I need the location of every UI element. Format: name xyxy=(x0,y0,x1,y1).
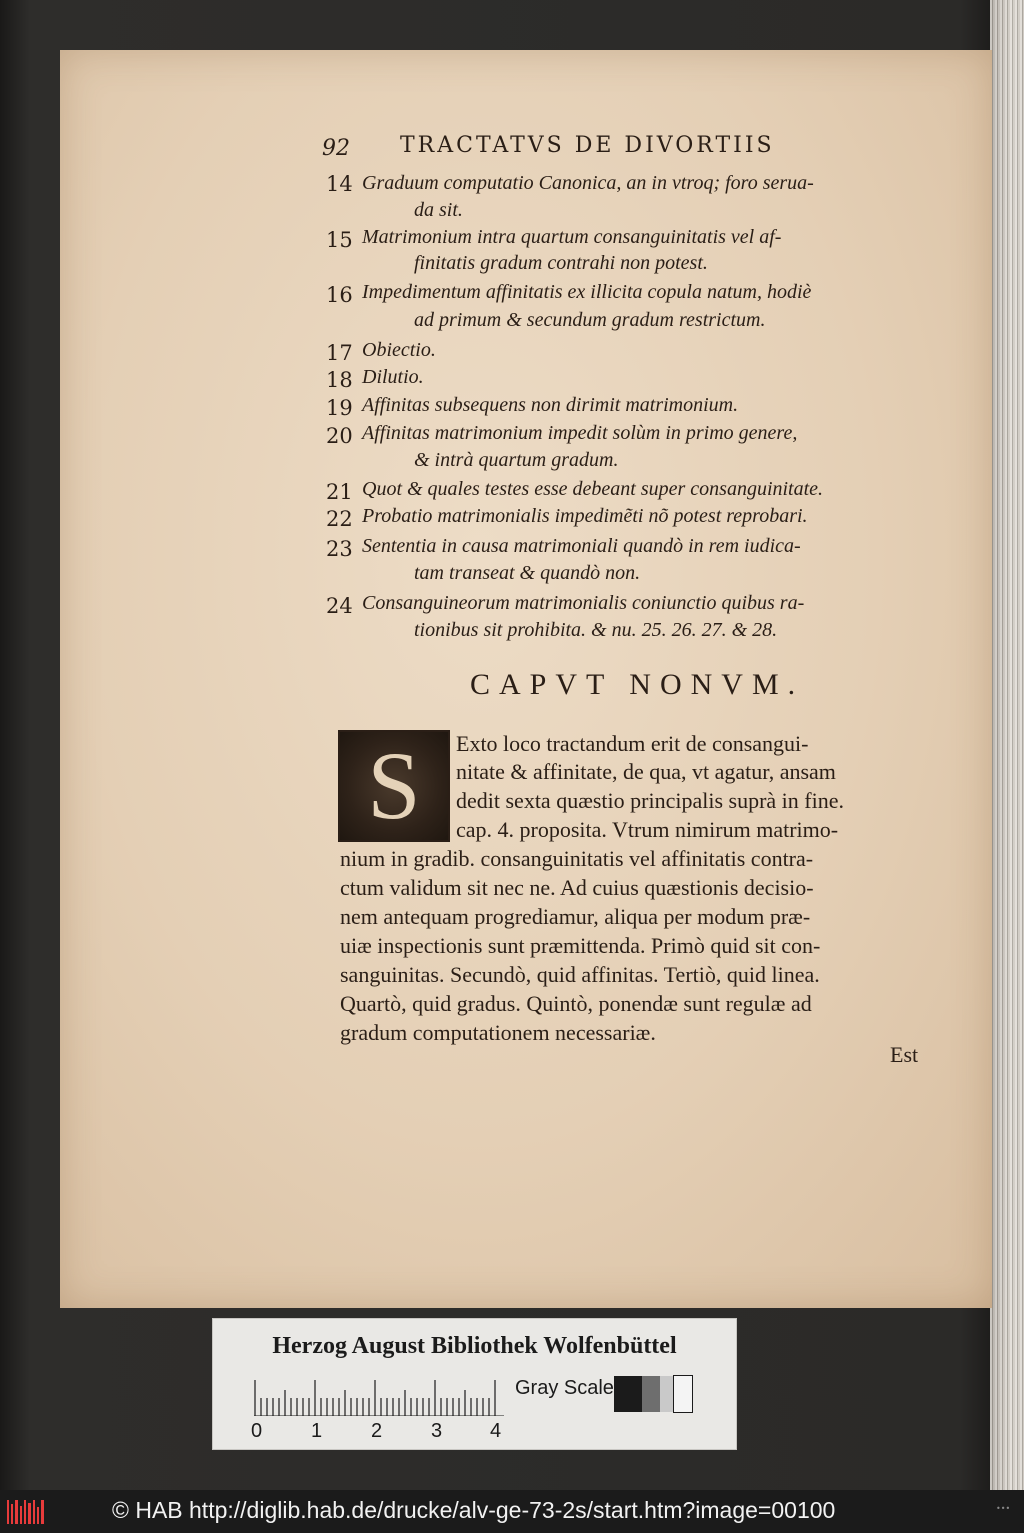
toc-number: 23 xyxy=(326,537,353,561)
ruler-number: 3 xyxy=(431,1420,443,1442)
toc-text: Quot & quales testes esse debeant super consanguinitate. xyxy=(362,478,824,500)
toc-text-continuation: ad primum & secundum gradum restrictum. xyxy=(414,309,766,331)
gray-swatch-light xyxy=(660,1376,674,1412)
ruler-number: 2 xyxy=(371,1420,383,1442)
toc-number: 21 xyxy=(326,480,353,504)
toc-number: 22 xyxy=(326,507,353,531)
body-line: sanguinitas. Secundò, quid affinitas. Tertiò, quid linea. xyxy=(340,962,820,987)
body-line: nitate & affinitate, de qua, vt agatur, ansam xyxy=(456,759,836,784)
gray-swatch-white xyxy=(674,1376,692,1412)
decorated-initial xyxy=(338,730,450,842)
library-name: Herzog August Bibliothek Wolfenbüttel xyxy=(272,1333,677,1359)
toc-text: Matrimonium intra quartum consanguinitatis vel af- xyxy=(362,226,782,248)
body-line: dedit sexta quæstio principalis suprà in fine. xyxy=(456,788,844,813)
hab-barcode-logo-icon xyxy=(6,1498,46,1526)
body-line: uiæ inspectionis sunt præmittenda. Primò quid sit con- xyxy=(340,933,821,958)
toc-text: Probatio matrimonialis impedimẽti nõ potest reprobari. xyxy=(362,505,808,527)
toc-text: Sententia in causa matrimoniali quandò in rem iudica- xyxy=(362,535,801,557)
footer-dots: ••• xyxy=(996,1504,1011,1513)
toc-text: Affinitas subsequens non dirimit matrimonium. xyxy=(362,394,739,416)
toc-text: Affinitas matrimonium impedit solùm in primo genere, xyxy=(362,422,798,444)
toc-number: 18 xyxy=(326,368,353,392)
initial-letter: S xyxy=(367,732,421,839)
toc-text: Obiectio. xyxy=(362,339,436,361)
body-line: nem antequam progrediamur, aliqua per modum præ- xyxy=(340,904,811,929)
page-number: 92 xyxy=(322,136,350,161)
ruler-scale xyxy=(254,1380,504,1416)
toc-text-continuation: da sit. xyxy=(414,199,463,221)
toc-number: 24 xyxy=(326,594,353,618)
toc-text-continuation: tam transeat & quandò non. xyxy=(414,562,641,584)
toc-number: 19 xyxy=(326,396,353,420)
gray-scale-label: Gray Scale xyxy=(515,1377,614,1399)
body-line: gradum computationem necessariæ. xyxy=(340,1020,656,1045)
toc-text: Dilutio. xyxy=(362,366,424,388)
toc-text-continuation: finitatis gradum contrahi non potest. xyxy=(414,252,708,274)
toc-text: Consanguineorum matrimonialis coniunctio quibus ra- xyxy=(362,592,805,614)
toc-text-continuation: tionibus sit prohibita. & nu. 25. 26. 27. & 28. xyxy=(414,619,778,641)
toc-number: 16 xyxy=(326,283,353,307)
toc-text: Graduum computatio Canonica, an in vtroq; foro serua- xyxy=(362,172,814,194)
running-title: TRACTATVS DE DIVORTIIS xyxy=(400,133,775,158)
body-line: ctum validum sit nec ne. Ad cuius quæstionis decisio- xyxy=(340,875,814,900)
catchword: Est xyxy=(890,1042,919,1067)
toc-text-continuation: & intrà quartum gradum. xyxy=(414,449,619,471)
toc-number: 17 xyxy=(326,341,353,365)
ruler-number: 4 xyxy=(490,1420,502,1442)
ruler-number: 1 xyxy=(311,1420,323,1442)
toc-text: Impedimentum affinitatis ex illicita copula natum, hodiè xyxy=(362,281,812,303)
toc-number: 15 xyxy=(326,228,353,252)
body-line: cap. 4. proposita. Vtrum nimirum matrimo- xyxy=(456,817,839,842)
body-line: nium in gradib. consanguinitatis vel affinitatis contra- xyxy=(340,846,814,871)
chapter-title: CAPVT NONVM. xyxy=(470,668,805,701)
book-edge xyxy=(990,0,1024,1490)
gray-swatch-dark xyxy=(642,1376,660,1412)
gray-swatch-black xyxy=(614,1376,642,1412)
body-line: Exto loco tractandum erit de consangui- xyxy=(456,731,809,756)
toc-number: 20 xyxy=(326,424,353,448)
footer-copyright-url: © HAB http://diglib.hab.de/drucke/alv-ge-73-2s/start.htm?image=00100 xyxy=(112,1497,836,1523)
body-line: Quartò, quid gradus. Quintò, ponendæ sunt regulæ ad xyxy=(340,991,812,1016)
toc-number: 14 xyxy=(326,172,353,196)
ruler-number: 0 xyxy=(251,1420,263,1442)
